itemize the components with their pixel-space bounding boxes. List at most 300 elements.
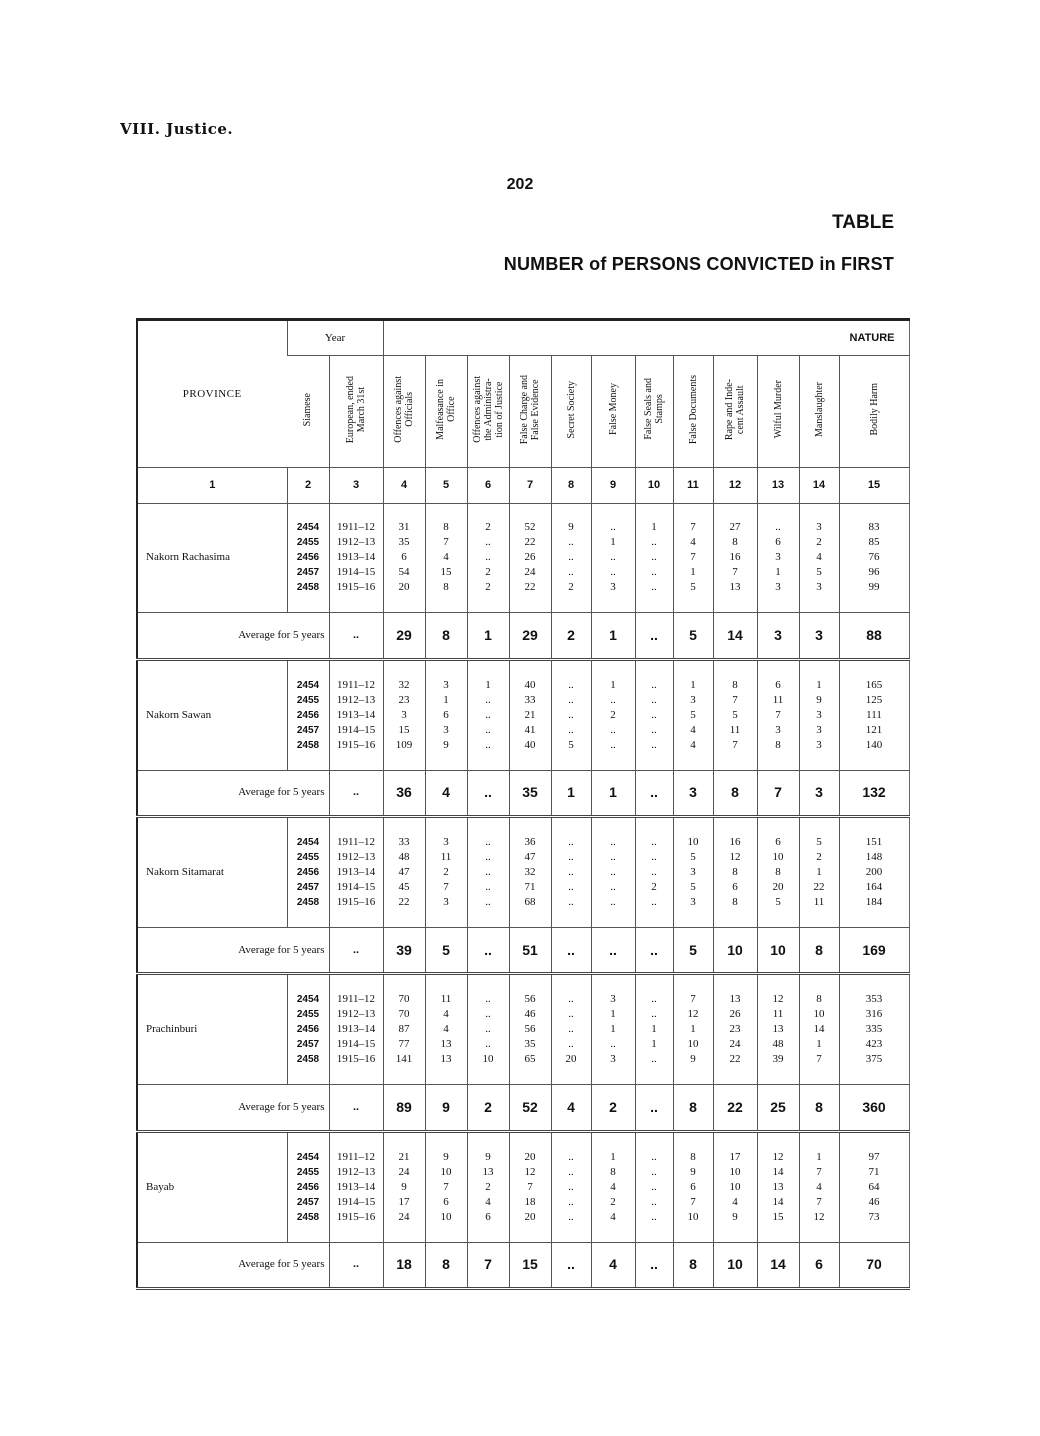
value-cell [467, 1131, 509, 1242]
value: 36 [524, 836, 536, 849]
value: 70 [398, 993, 410, 1006]
value: 24 [398, 1165, 410, 1178]
value: 24 [398, 1210, 410, 1223]
province-name: Nakorn Sitamarat [137, 817, 287, 928]
average-label: Average for 5 years [137, 770, 329, 816]
value: .. [610, 521, 616, 534]
value: 16 [729, 836, 741, 849]
value: 164 [865, 881, 883, 894]
value: 8 [732, 896, 738, 909]
value: 9 [443, 738, 449, 751]
value: .. [485, 551, 491, 564]
value: .. [568, 708, 574, 721]
value: 1 [651, 1038, 657, 1051]
value: 17 [729, 1150, 741, 1163]
siamese-year: 2458 [296, 1054, 320, 1066]
average-value: 9 [425, 1085, 467, 1131]
value-cell [673, 1131, 713, 1242]
value: 8 [732, 866, 738, 879]
value-cell [635, 659, 673, 770]
average-value: 8 [713, 770, 757, 816]
value: 5 [690, 881, 696, 894]
value: 1 [610, 678, 616, 691]
value: 64 [868, 1180, 880, 1193]
nature-column-header: False Seals and Stamps [635, 356, 673, 468]
value: 7 [732, 693, 738, 706]
year-column-header: Siamese [302, 392, 314, 426]
column-number: 11 [673, 468, 713, 503]
average-dots: .. [329, 613, 383, 659]
page-number: 202 [506, 176, 534, 193]
average-label: Average for 5 years [137, 1085, 329, 1131]
value-cell [551, 974, 591, 1085]
value: .. [485, 1023, 491, 1036]
table-subtitle: NUMBER of PERSONS CONVICTED in FIRST [503, 254, 894, 274]
value: .. [651, 1165, 657, 1178]
value: .. [568, 1023, 574, 1036]
value: 4 [690, 536, 696, 549]
value: 10 [440, 1210, 452, 1223]
siamese-year: 2458 [296, 739, 320, 751]
value: 21 [398, 1150, 410, 1163]
value: 39 [772, 1053, 784, 1066]
siamese-year: 2454 [296, 1151, 320, 1163]
value: 3 [816, 581, 822, 594]
value: .. [568, 1150, 574, 1163]
column-number: 7 [509, 468, 551, 503]
column-number: 3 [329, 468, 383, 503]
value: 2 [610, 1195, 616, 1208]
siamese-year: 2456 [296, 1181, 320, 1193]
value: 3 [775, 551, 781, 564]
value: .. [651, 1053, 657, 1066]
value: 32 [398, 678, 410, 691]
value-cell [673, 503, 713, 613]
value: 9 [816, 693, 822, 706]
average-value: 4 [425, 770, 467, 816]
value: 9 [485, 1150, 491, 1163]
average-value: 10 [713, 1242, 757, 1288]
value: 3 [443, 678, 449, 691]
european-year: 1913–14 [336, 708, 376, 721]
value: 3 [690, 866, 696, 879]
value-cell [757, 817, 799, 928]
siamese-year: 2455 [296, 1009, 320, 1021]
value: 9 [690, 1053, 696, 1066]
value: 22 [729, 1053, 741, 1066]
average-value: 169 [839, 927, 909, 973]
average-value: 22 [713, 1085, 757, 1131]
average-value: 70 [839, 1242, 909, 1288]
value: 5 [690, 581, 696, 594]
average-value: 6 [799, 1242, 839, 1288]
value: 7 [690, 1195, 696, 1208]
european-year: 1915–16 [336, 896, 376, 909]
value: .. [651, 678, 657, 691]
value: 1 [690, 678, 696, 691]
value: .. [775, 521, 781, 534]
value: .. [568, 1008, 574, 1021]
value: .. [568, 1195, 574, 1208]
value: 97 [868, 1150, 880, 1163]
value: 1 [816, 1038, 822, 1051]
european-year: 1914–15 [336, 723, 376, 736]
value: 22 [813, 881, 825, 894]
column-number: 12 [713, 468, 757, 503]
european-years-cell [329, 659, 383, 770]
value: 8 [690, 1150, 696, 1163]
value: 3 [443, 896, 449, 909]
province-name: Prachinburi [137, 974, 287, 1085]
value: 3 [443, 723, 449, 736]
value: 3 [816, 521, 822, 534]
year-column-header: European, ended March 31st [329, 356, 383, 468]
value: 83 [868, 521, 880, 534]
value: 10 [687, 1038, 699, 1051]
value: 14 [813, 1023, 825, 1036]
value: .. [485, 866, 491, 879]
siamese-year: 2456 [296, 1024, 320, 1036]
value: 1 [610, 1150, 616, 1163]
value-cell [551, 659, 591, 770]
value: 9 [732, 1210, 738, 1223]
value: 15 [398, 723, 410, 736]
average-value: 8 [673, 1085, 713, 1131]
value: 1 [610, 1023, 616, 1036]
siamese-years-cell [287, 659, 329, 770]
value: 46 [868, 1195, 880, 1208]
value: 8 [775, 738, 781, 751]
value: .. [568, 693, 574, 706]
value: 10 [482, 1053, 494, 1066]
value: 41 [524, 723, 536, 736]
value: 8 [443, 521, 449, 534]
average-value: 1 [591, 613, 635, 659]
value: 121 [865, 723, 883, 736]
average-value: 51 [509, 927, 551, 973]
value: .. [651, 738, 657, 751]
average-value: 39 [383, 927, 425, 973]
column-number-row [137, 468, 909, 503]
value-cell [713, 1131, 757, 1242]
value: .. [651, 1210, 657, 1223]
value: 7 [816, 1165, 822, 1178]
value-cell [673, 817, 713, 928]
value: 68 [524, 896, 536, 909]
average-value: 132 [839, 770, 909, 816]
average-label: Average for 5 years [137, 613, 329, 659]
nature-column-header: Secret Society [551, 356, 591, 468]
value-cell [509, 974, 551, 1085]
value: 13 [440, 1038, 452, 1051]
value: 35 [524, 1038, 536, 1051]
average-label: Average for 5 years [137, 1242, 329, 1288]
value: 15 [772, 1210, 784, 1223]
value: 10 [729, 1180, 741, 1193]
european-year: 1914–15 [336, 566, 376, 579]
european-year: 1913–14 [336, 866, 376, 879]
value: 8 [775, 866, 781, 879]
european-year: 1911–12 [336, 993, 376, 1006]
value-cell [467, 659, 509, 770]
average-value: .. [635, 613, 673, 659]
value: 3 [610, 581, 616, 594]
nature-column-header: False Money [591, 356, 635, 468]
value-cell [425, 1131, 467, 1242]
value: 26 [524, 551, 536, 564]
value: .. [651, 836, 657, 849]
value: 6 [485, 1210, 491, 1223]
value: .. [485, 723, 491, 736]
value-cell [591, 974, 635, 1085]
value-cell [551, 1131, 591, 1242]
value: 4 [443, 551, 449, 564]
value: 1 [690, 566, 696, 579]
european-years-cell [329, 1131, 383, 1242]
column-number: 9 [591, 468, 635, 503]
value: 7 [690, 993, 696, 1006]
european-year: 1913–14 [336, 551, 376, 564]
value: 71 [524, 881, 536, 894]
value: 5 [816, 836, 822, 849]
average-value: 8 [673, 1242, 713, 1288]
value: .. [485, 896, 491, 909]
average-value: 89 [383, 1085, 425, 1131]
value: .. [651, 566, 657, 579]
value-cell [713, 974, 757, 1085]
average-dots: .. [329, 1242, 383, 1288]
value-cell [591, 817, 635, 928]
section-title: VIII. Justice. [120, 120, 234, 138]
column-number: 6 [467, 468, 509, 503]
value: 10 [440, 1165, 452, 1178]
siamese-year: 2456 [296, 552, 320, 564]
value: .. [568, 896, 574, 909]
value: 7 [775, 708, 781, 721]
value-cell [757, 1131, 799, 1242]
value-cell [839, 974, 909, 1085]
average-value: 5 [673, 927, 713, 973]
european-year: 1914–15 [336, 881, 376, 894]
value: 10 [687, 1210, 699, 1223]
value: 6 [775, 836, 781, 849]
value: 353 [865, 993, 883, 1006]
value: 87 [398, 1023, 410, 1036]
value: 11 [772, 693, 784, 706]
value-cell [757, 659, 799, 770]
value: 26 [729, 1008, 741, 1021]
european-year: 1915–16 [336, 581, 376, 594]
value: 2 [816, 536, 822, 549]
average-value: 1 [467, 613, 509, 659]
value: 1 [610, 536, 616, 549]
value: 17 [398, 1195, 410, 1208]
value: 6 [690, 1180, 696, 1193]
average-value: 25 [757, 1085, 799, 1131]
value: 70 [398, 1008, 410, 1021]
value: 1 [775, 566, 781, 579]
european-year: 1912–13 [336, 1008, 376, 1021]
value: 3 [690, 693, 696, 706]
average-value: 35 [509, 770, 551, 816]
value-cell [467, 974, 509, 1085]
siamese-year: 2454 [296, 522, 320, 534]
value: 423 [865, 1038, 883, 1051]
value: .. [610, 836, 616, 849]
value: 45 [398, 881, 410, 894]
value: 3 [775, 581, 781, 594]
column-number: 14 [799, 468, 839, 503]
value: 11 [440, 993, 452, 1006]
value-cell [713, 503, 757, 613]
value: 1 [610, 1008, 616, 1021]
value-cell [673, 659, 713, 770]
value: 4 [443, 1008, 449, 1021]
value: 151 [865, 836, 883, 849]
value: 12 [524, 1165, 536, 1178]
value: 48 [772, 1038, 784, 1051]
average-row [137, 613, 909, 659]
value: 99 [868, 581, 880, 594]
value: .. [651, 993, 657, 1006]
average-value: 52 [509, 1085, 551, 1131]
value: 3 [443, 836, 449, 849]
value: .. [610, 896, 616, 909]
value-cell [799, 659, 839, 770]
value: .. [568, 851, 574, 864]
average-value: .. [551, 927, 591, 973]
value: 33 [398, 836, 410, 849]
value: 4 [610, 1180, 616, 1193]
value: 18 [524, 1195, 536, 1208]
value: 109 [395, 738, 413, 751]
value: .. [610, 723, 616, 736]
value: 8 [732, 536, 738, 549]
value: 77 [398, 1038, 410, 1051]
value: 14 [772, 1195, 784, 1208]
value: 12 [772, 993, 784, 1006]
value: 125 [865, 693, 883, 706]
value: 1 [651, 1023, 657, 1036]
average-value: 3 [757, 613, 799, 659]
value: 24 [729, 1038, 741, 1051]
siamese-year: 2454 [296, 837, 320, 849]
value: 21 [524, 708, 536, 721]
value: 8 [816, 993, 822, 1006]
nature-column-header: Wilful Murder [757, 356, 799, 468]
average-value: 1 [591, 770, 635, 816]
value: 1 [651, 521, 657, 534]
average-value: 8 [799, 1085, 839, 1131]
siamese-year: 2457 [296, 724, 320, 736]
value: 111 [866, 708, 882, 721]
value: 7 [443, 881, 449, 894]
value: .. [485, 738, 491, 751]
value: 15 [440, 566, 452, 579]
siamese-year: 2457 [296, 1039, 320, 1051]
value: 5 [690, 851, 696, 864]
province-name: Nakorn Sawan [137, 659, 287, 770]
value: 22 [398, 896, 410, 909]
value: 316 [865, 1008, 883, 1021]
value: 184 [865, 896, 883, 909]
value: 200 [865, 866, 883, 879]
value: .. [485, 1008, 491, 1021]
value: .. [610, 566, 616, 579]
header-row-top [137, 320, 909, 356]
value: 14 [772, 1165, 784, 1178]
value: 40 [524, 678, 536, 691]
value-cell [551, 503, 591, 613]
average-value: .. [467, 927, 509, 973]
value: .. [651, 866, 657, 879]
average-row [137, 1242, 909, 1288]
value-cell [383, 974, 425, 1085]
value: 7 [732, 566, 738, 579]
value: 20 [565, 1053, 577, 1066]
value: .. [610, 1038, 616, 1051]
value: 23 [398, 693, 410, 706]
european-year: 1913–14 [336, 1180, 376, 1193]
value: 5 [732, 708, 738, 721]
value: .. [610, 851, 616, 864]
siamese-year: 2455 [296, 537, 320, 549]
nature-column-header: Rape and Inde- cent Assault [713, 356, 757, 468]
value: 24 [524, 566, 536, 579]
value: 7 [690, 551, 696, 564]
value-cell [425, 817, 467, 928]
value: 3 [816, 723, 822, 736]
value: .. [485, 708, 491, 721]
value: .. [568, 1165, 574, 1178]
value-cell [839, 1131, 909, 1242]
value-cell [591, 503, 635, 613]
value: 2 [610, 708, 616, 721]
average-value: 8 [799, 927, 839, 973]
average-value: 14 [713, 613, 757, 659]
value: 3 [610, 993, 616, 1006]
province-name: Nakorn Rachasima [137, 503, 287, 613]
value-cell [799, 974, 839, 1085]
value-cell [509, 503, 551, 613]
value-cell [425, 659, 467, 770]
average-row [137, 927, 909, 973]
value: .. [485, 693, 491, 706]
european-year: 1911–12 [336, 678, 376, 691]
value: 7 [690, 521, 696, 534]
value: 54 [398, 566, 410, 579]
average-value: 2 [551, 613, 591, 659]
european-years-cell [329, 974, 383, 1085]
value: 10 [729, 1165, 741, 1178]
value: 3 [690, 896, 696, 909]
average-value: 10 [713, 927, 757, 973]
value: 3 [775, 723, 781, 736]
value-cell [839, 817, 909, 928]
value-cell [799, 817, 839, 928]
siamese-years-cell [287, 817, 329, 928]
european-year: 1911–12 [336, 1150, 376, 1163]
average-value: 3 [673, 770, 713, 816]
value: 10 [687, 836, 699, 849]
value: .. [568, 678, 574, 691]
value: 9 [401, 1180, 407, 1193]
value-cell [713, 817, 757, 928]
european-year: 1915–16 [336, 1210, 376, 1223]
average-value: 8 [425, 1242, 467, 1288]
value: 71 [868, 1165, 880, 1178]
value: 12 [772, 1150, 784, 1163]
